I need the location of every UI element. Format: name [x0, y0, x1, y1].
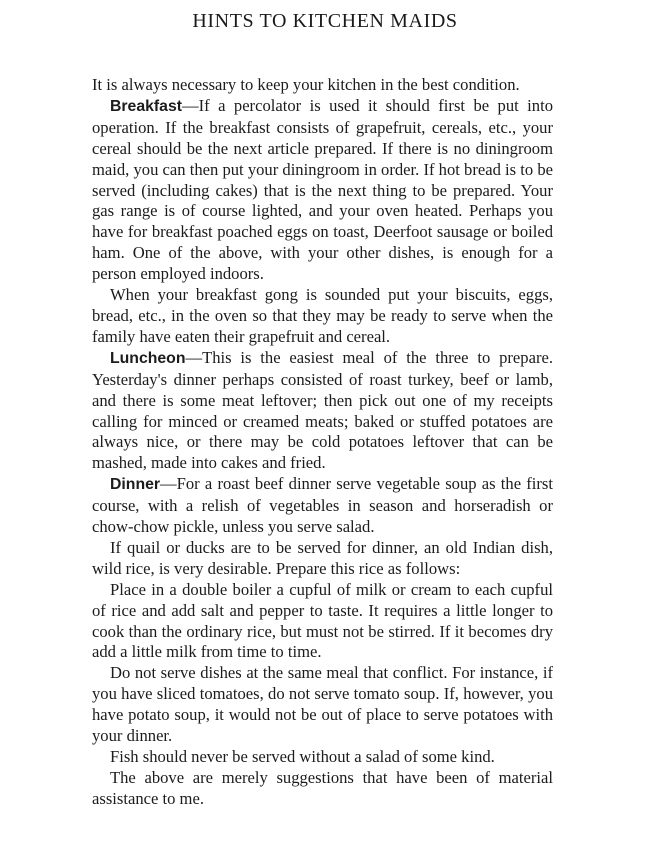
- paragraph-intro: [92, 75, 553, 96]
- paragraph-conflicting-dishes: [92, 663, 553, 747]
- paragraph-wild-rice-intro: [92, 538, 553, 580]
- section-heading-breakfast: Breakfast: [110, 97, 183, 115]
- paragraph-wild-rice-recipe: [92, 580, 553, 664]
- paragraph-breakfast: [92, 96, 553, 285]
- paragraph-text: —If a percolator is used it should first be put into operation. If the breakfast consists of grapefruit, cereals, etc., your cereal should be the next article prepared. If there is no diningroom maid, you can then put your diningroom in order. If hot bread is to be served (including cakes) that is the next thing to be prepared. Your gas range is of course lighted, and your oven heated. Perhaps you have for breakfast poached eggs on toast, Deerfoot sausage or boiled ham. One of the above, with your other dishes, is enough for a person employed indoors.: [92, 95, 553, 284]
- paragraph-text: —For a roast beef dinner serve vegetable soup as the first course, with a relish of vegetables in season and horseradish or chow-chow pickle, unless you serve salad.: [92, 474, 553, 537]
- paragraph-text: The above are merely suggestions that have been of material assistance to me.: [92, 767, 553, 808]
- paragraph-text: Place in a double boiler a cupful of milk or cream to each cupful of rice and add salt and pepper to taste. It requires a little longer to cook than the ordinary rice, but must not be stirred. If it becomes dry add a little milk from time to time.: [92, 579, 553, 662]
- paragraph-closing: [92, 768, 553, 810]
- section-heading-dinner: Dinner: [110, 476, 161, 494]
- paragraph-text: It is always necessary to keep your kitchen in the best condition.: [92, 75, 520, 94]
- paragraph-luncheon: [92, 348, 553, 474]
- paragraph-text: Do not serve dishes at the same meal that conflict. For instance, if you have sliced tomatoes, do not serve tomato soup. If, however, you have potato soup, it would not be out of place to serve potatoes with your dinner.: [92, 663, 553, 746]
- paragraph-text: Fish should never be served without a salad of some kind.: [110, 747, 495, 766]
- paragraph-dinner: [92, 474, 553, 538]
- paragraph-breakfast-gong: [92, 285, 553, 348]
- page-title: HINTS TO KITCHEN MAIDS: [192, 10, 458, 32]
- paragraph-text: When your breakfast gong is sounded put your biscuits, eggs, bread, etc., in the oven so that they may be ready to serve when the family have eaten their grapefruit and cereal.: [92, 285, 553, 346]
- paragraph-text: If quail or ducks are to be served for dinner, an old Indian dish, wild rice, is very desirable. Prepare this rice as follows:: [92, 537, 553, 578]
- section-heading-luncheon: Luncheon: [110, 349, 186, 367]
- paragraph-text: —This is the easiest meal of the three to prepare. Yesterday's dinner perhaps consisted of roast turkey, beef or lamb, and there is some meat leftover; then pick out one of my receipts calling for minced or creamed meats; baked or stuffed potatoes are always nice, or there may be cold potatoes leftover that can be mashed, made into cakes and fried.: [92, 347, 553, 473]
- body-text: [92, 75, 553, 810]
- paragraph-fish: [92, 747, 553, 768]
